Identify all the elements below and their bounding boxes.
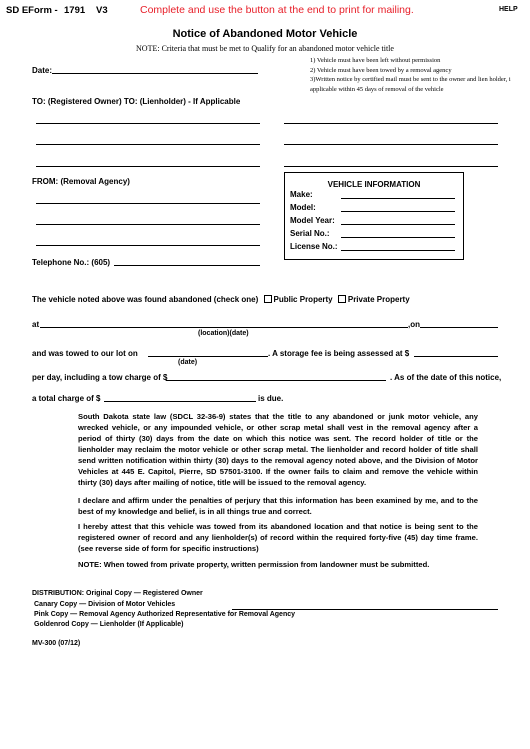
lienholder-address-line-1[interactable] (284, 113, 498, 124)
help-button[interactable]: HELP (499, 6, 518, 13)
serial-label: Serial No.: (290, 229, 330, 238)
distribution-canary: Canary Copy — Division of Motor Vehicles (34, 601, 176, 608)
storage-fee-field[interactable] (414, 346, 498, 357)
to-label: TO: (Registered Owner) TO: (Lienholder) - If Applicable (32, 97, 241, 106)
lienholder-address-line-2[interactable] (284, 134, 498, 145)
model-year-field[interactable] (341, 214, 455, 225)
public-property-checkbox[interactable] (264, 295, 272, 303)
telephone-label: Telephone No.: (605) (32, 258, 111, 267)
perjury-paragraph: I declare and affirm under the penalties of perjury that this information has been examined by me, and to the best of my knowledge and belief, is in all things true and correct. (78, 496, 478, 516)
make-field[interactable] (341, 188, 455, 199)
criteria-item: 1) Vehicle must have been left without permission (310, 57, 441, 64)
total-charge-label: a total charge of $ (32, 394, 101, 403)
storage-fee-label: . A storage fee is being assessed at $ (268, 349, 410, 358)
as-of-label: . As of the date of this notice, (390, 373, 502, 382)
public-property-label: Public Property (273, 295, 333, 304)
total-charge-field[interactable] (104, 391, 256, 402)
owner-address-line-2[interactable] (36, 134, 260, 145)
towed-label: and was towed to our lot on (32, 349, 138, 358)
form-version: V3 (96, 5, 108, 16)
found-prefix: The vehicle noted above was found abandoned (check one) (32, 295, 259, 304)
owner-address-line-1[interactable] (36, 113, 260, 124)
vehicle-info-title: VEHICLE INFORMATION (327, 180, 421, 189)
agency-address-line-2[interactable] (36, 214, 260, 225)
private-property-label: Private Property (347, 295, 410, 304)
tow-charge-field[interactable] (166, 370, 386, 381)
location-field[interactable] (40, 317, 408, 328)
make-label: Make: (290, 190, 313, 199)
towed-date-field[interactable] (148, 346, 268, 357)
serial-field[interactable] (341, 227, 455, 238)
found-statement (32, 295, 410, 304)
distribution-original: DISTRIBUTION: Original Copy — Registered Owner (32, 590, 203, 597)
note-paragraph: NOTE: When towed from private property, written permission from landowner must be submitted. (78, 560, 430, 569)
agency-address-line-1[interactable] (36, 193, 260, 204)
per-day-label: per day, including a tow charge of $ (32, 373, 168, 382)
distribution-pink: Pink Copy — Removal Agency Authorized Representative for Removal Agency (34, 611, 296, 618)
date-field[interactable] (52, 63, 258, 74)
criteria-note: NOTE: Criteria that must be met to Qualify for an abandoned motor vehicle title (136, 44, 394, 53)
model-field[interactable] (341, 201, 455, 212)
found-date-field[interactable] (420, 317, 498, 328)
print-instruction: Complete and use the button at the end to print for mailing. (140, 4, 414, 16)
owner-address-line-3[interactable] (36, 156, 260, 167)
form-footer: MV-300 (07/12) (32, 640, 81, 647)
model-label: Model: (290, 203, 316, 212)
distribution-goldenrod: Goldenrod Copy — Lienholder (If Applicable) (34, 621, 184, 628)
at-label: at (32, 320, 40, 329)
is-due-label: is due. (258, 394, 284, 403)
criteria-list (310, 56, 511, 94)
page-title: Notice of Abandoned Motor Vehicle (172, 28, 358, 40)
telephone-field[interactable] (114, 255, 260, 266)
form-id: SD EForm - (6, 5, 58, 16)
criteria-item: 3)Written notice by certified mail must be sent to the owner and lien holder, i (310, 76, 511, 83)
model-year-label: Model Year: (290, 216, 335, 225)
license-label: License No.: (290, 242, 338, 251)
license-field[interactable] (341, 240, 455, 251)
private-property-checkbox[interactable] (338, 295, 346, 303)
criteria-item: 2) Vehicle must have been towed by a removal agency (310, 66, 452, 74)
on-label: ,on (408, 320, 420, 329)
vehicle-info-box (284, 172, 464, 260)
date-label: Date: (32, 66, 53, 75)
agency-address-line-3[interactable] (36, 235, 260, 246)
form-number: 1791 (64, 5, 86, 16)
from-label: FROM: (Removal Agency) (32, 177, 130, 186)
attest-paragraph: I hereby attest that this vehicle was towed from its abandoned location and that notice is being sent to the registered owner of record and any lienholder(s) of record within the required forty-five (45) day time frame. (see reverse side of form for specific instructions) (78, 522, 478, 553)
state-law-paragraph: South Dakota state law (SDCL 32-36-9) states that the title to any abandoned or junk motor vehicle, any wrecked vehicle, or any impounded vehicle, or other scrap metal shall vest in the removal agency after a period of thirty (30) days from the date on which this notice was sent. The record holder of title or the lienholder may reclaim the motor vehicle or other scrap metal. The lienholder and record holder of title shall send written notification within thirty (30) days to the removal agency noted above, and the Division of Motor Vehicles at 445 E. Capitol, Pierre, SD 57501-3100. If the owner fails to claim and remove the vehicle within thirty (30) days after mailing of notice, title will be issued to the removal agency. (78, 412, 478, 487)
date-caption: (date) (178, 359, 198, 366)
criteria-item: applicable within 45 days of removal of the vehicle (310, 85, 444, 93)
location-date-caption: (location)(date) (198, 330, 249, 337)
lienholder-address-line-3[interactable] (284, 156, 498, 167)
signature-field[interactable] (232, 599, 498, 610)
